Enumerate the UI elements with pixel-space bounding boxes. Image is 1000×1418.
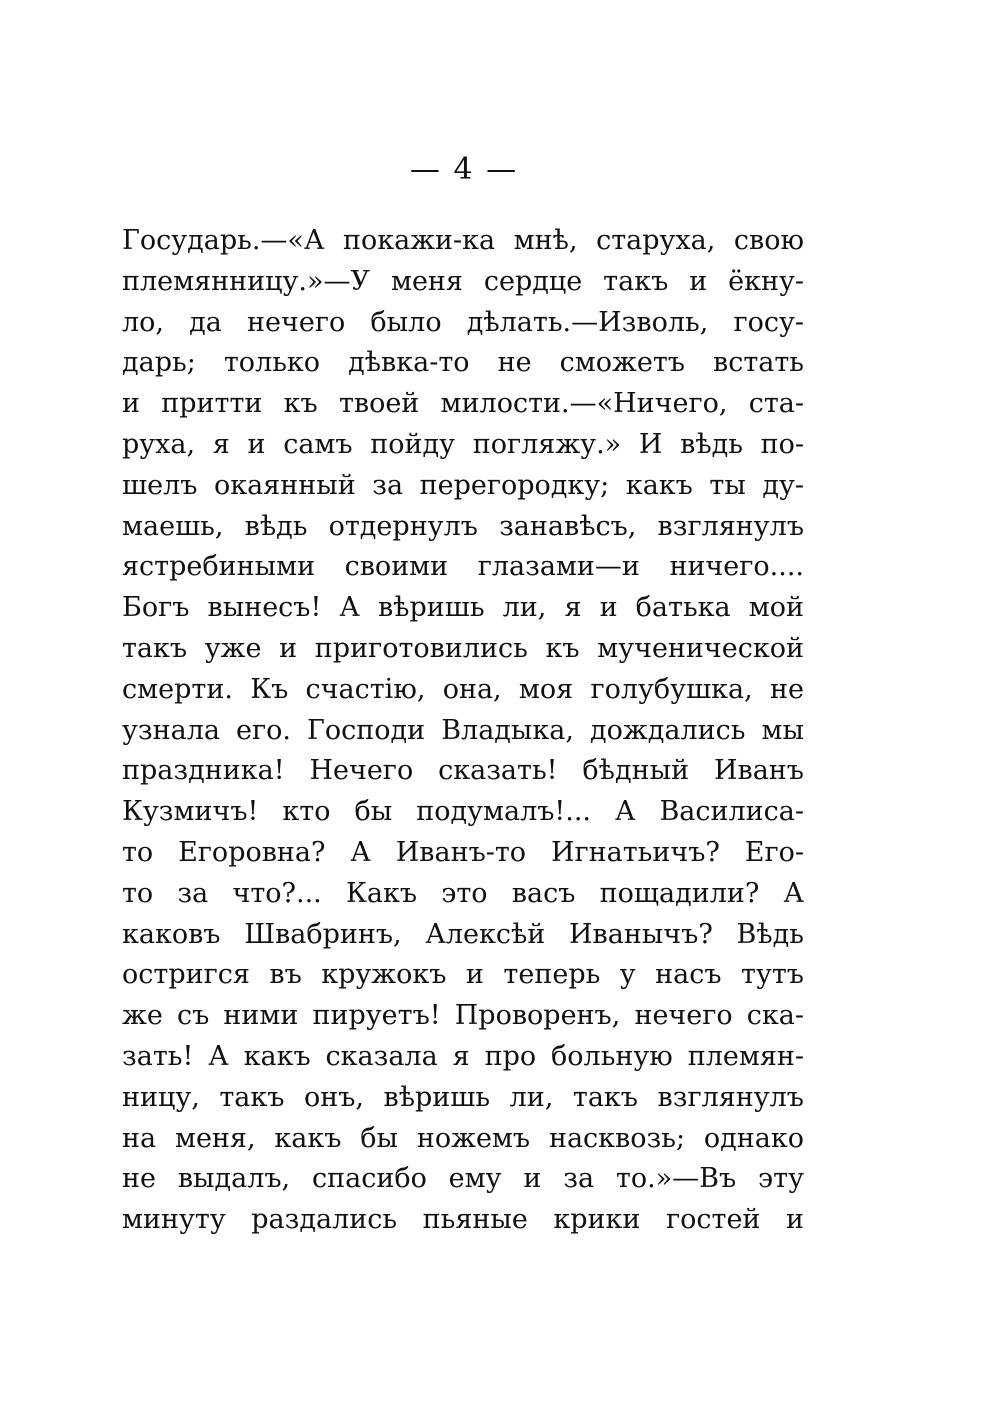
text-line: не выдалъ, спасибо ему и за то.»—Въ эту <box>122 1163 804 1195</box>
text-line: то за что?... Какъ это васъ пощадили? А <box>122 877 804 909</box>
text-line: Богъ вынесъ! А вѣришь ли, я и батька мой <box>122 592 804 624</box>
text-line: племянницу.»—У меня сердце такъ и ёкну- <box>122 265 804 297</box>
text-line: шелъ окаянный за перегородку; какъ ты ду- <box>122 469 804 501</box>
page-number: — 4 — <box>409 152 519 187</box>
text-line: и притти къ твоей милости.—«Ничего, ста- <box>122 388 804 420</box>
text-line: узнала его. Господи Владыка, дождались мы <box>122 714 804 746</box>
text-line: на меня, какъ бы ножемъ насквозь; однако <box>122 1122 804 1154</box>
text-line: дарь; только дѣвка-то не сможетъ встать <box>122 347 804 379</box>
text-line: каковъ Швабринъ, Алексѣй Иванычъ? Вѣдь <box>122 918 804 950</box>
text-line: зать! А какъ сказала я про больную племян- <box>122 1040 804 1072</box>
text-line: маешь, вѣдь отдернулъ занавѣсъ, взглянулъ <box>122 510 804 542</box>
text-line: Кузмичъ! кто бы подумалъ!... А Василиса- <box>122 796 804 828</box>
text-line: ло, да нечего было дѣлать.—Изволь, госу- <box>122 306 804 338</box>
text-line: то Егоровна? А Иванъ-то Игнатьичъ? Его- <box>122 836 804 868</box>
text-line: Государь.—«А покажи-ка мнѣ, старуха, свою <box>122 225 804 256</box>
text-line: ницу, такъ онъ, вѣришь ли, такъ взглянулъ <box>122 1081 804 1113</box>
text-line: смерти. Къ счастію, она, моя голубушка, не <box>122 673 804 705</box>
body-text <box>122 221 804 1241</box>
text-line: же съ ними пируетъ! Проворенъ, нечего ска- <box>122 1000 804 1032</box>
text-line: минуту раздались пьяные крики гостей и <box>122 1204 804 1236</box>
text-line: такъ уже и приготовились къ мученической <box>122 632 804 664</box>
text-line: остригся въ кружокъ и теперь у насъ тутъ <box>122 959 804 991</box>
text-line: руха, я и самъ пойду погляжу.» И вѣдь по- <box>122 428 804 460</box>
text-line: ястребиными своими глазами—и ничего.... <box>122 551 804 583</box>
text-line: праздника! Нечего сказать! бѣдный Иванъ <box>122 755 804 787</box>
